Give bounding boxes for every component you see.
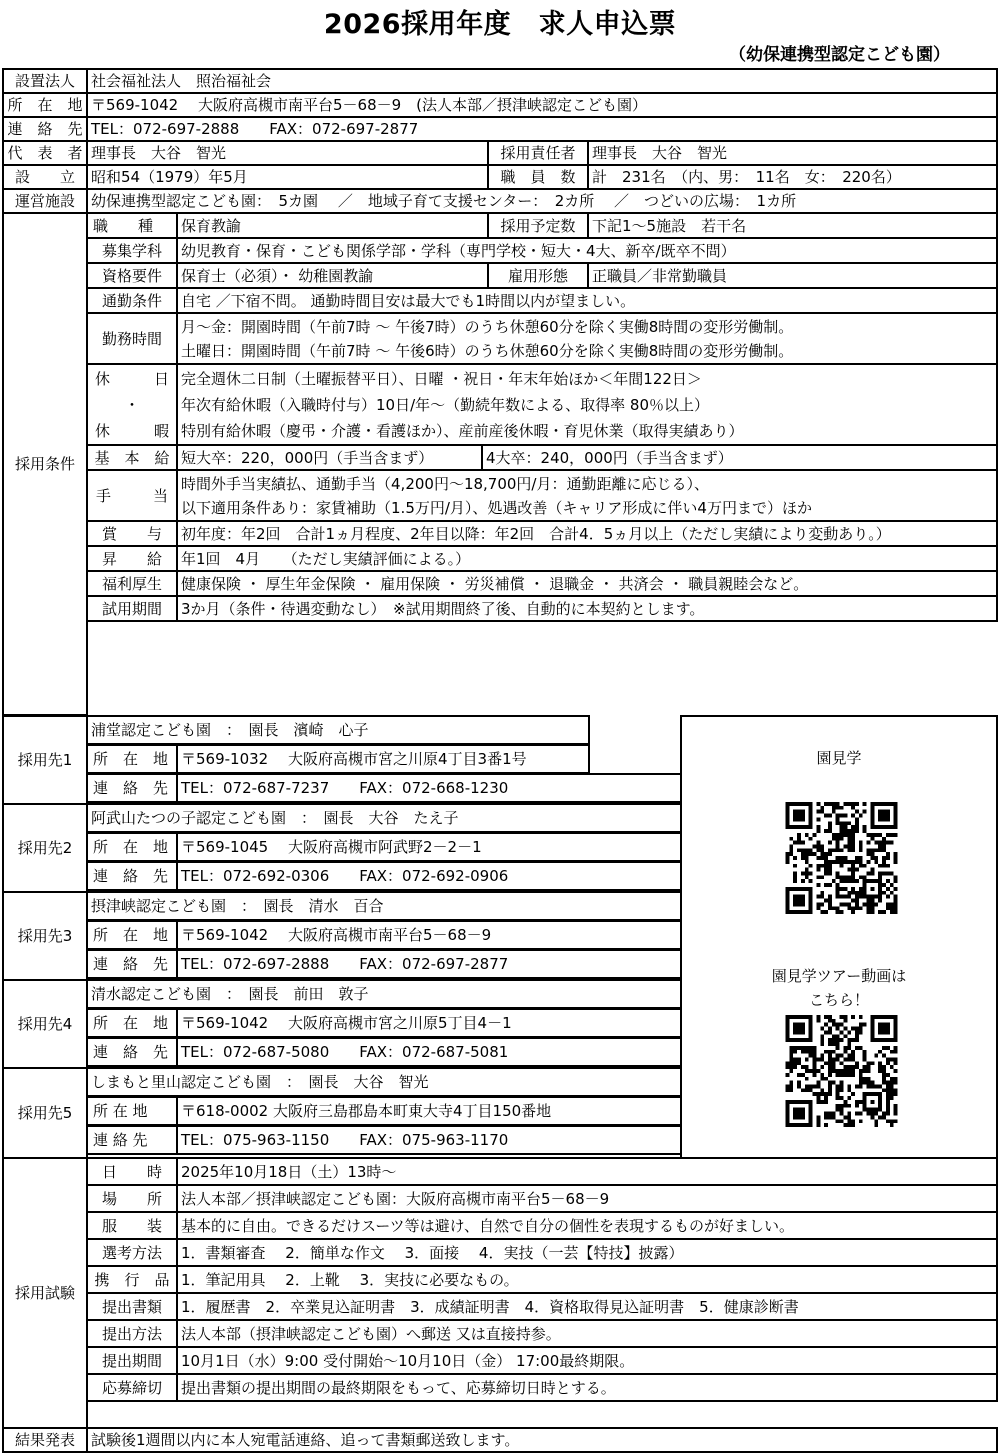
- raise-value: 年1回 4月 （ただし実績評価による。）: [176, 545, 998, 572]
- exam-submit-method-label: 提出方法: [86, 1319, 178, 1348]
- destination-address: 〒569-1032 大阪府高槻市宮之川原4丁目3番1号: [176, 744, 590, 774]
- job-value: 保育教諭: [176, 212, 489, 239]
- planned-value: 下記1～5施設 若干名: [587, 212, 998, 239]
- destination-contact-label: 連 絡 先: [86, 1125, 178, 1155]
- destination-contact: TEL：072-697-2888 FAX：072-697-2877: [176, 949, 682, 979]
- rep-label: 代 表 者: [2, 140, 88, 166]
- job-label: 職 種: [86, 212, 178, 239]
- bonus-value: 初年度：年2回 合計1ヵ月程度、2年目以降：年2回 合計4．5ヵ月以上（ただし実績により変動あり。）: [176, 520, 998, 547]
- hours-line-2: 土曜日：開園時間（午前7時 ～ 午後6時）のうち休憩60分を除く実働8時間の変形労働制。: [181, 341, 794, 360]
- exam-docs-value: 1．履歴書 2．卒業見込証明書 3．成績証明書 4．資格取得見込証明書 5．健康診断書: [176, 1292, 998, 1321]
- emp-type-value: 正職員／非常勤職員: [587, 262, 998, 289]
- destination-label: 採用先4: [2, 979, 88, 1069]
- holiday-label-1: 休: [95, 369, 111, 388]
- staff-value: 計 231名 （内、男： 11名 女： 220名）: [587, 164, 998, 190]
- staff-label: 職 員 数: [487, 164, 589, 190]
- exam-deadline-label: 応募締切: [86, 1373, 178, 1402]
- qr-panel: [680, 715, 998, 1159]
- est-label: 設 立: [2, 164, 88, 190]
- setting-value: 社会福祉法人 照治福祉会: [86, 68, 998, 94]
- exam-date-label: 日 時: [86, 1157, 178, 1186]
- holiday-label-4: 休: [95, 421, 111, 440]
- hours-label: 勤務時間: [86, 312, 178, 365]
- exam-items-label: 携 行 品: [86, 1265, 178, 1294]
- planned-label: 採用予定数: [487, 212, 589, 239]
- exam-method-value: 1．書類審査 2．簡単な作文 3．面接 4．実技（一芸【特技】披露）: [176, 1238, 998, 1267]
- destination-address-label: 所 在 地: [86, 920, 178, 950]
- result-label: 結果発表: [2, 1427, 88, 1453]
- bonus-label: 賞 与: [86, 520, 178, 547]
- dept-value: 幼児教育・保育・こども関係学部・学科（専門学校・短大・4大、新卒/既卒不問）: [176, 237, 998, 264]
- facilities-value: 幼保連携型認定こども園： 5カ園 ／ 地域子育て支援センター： 2カ所 ／ つどいの広場： 1カ所: [86, 188, 998, 214]
- destination-address: 〒569-1045 大阪府高槻市阿武野2－2－1: [176, 832, 682, 862]
- destination-contact-label: 連 絡 先: [86, 773, 178, 803]
- contact-value: TEL：072-697-2888 FAX：072-697-2877: [86, 116, 998, 142]
- exam-submit-method-value: 法人本部（摂津峡認定こども園）へ郵送 又は直接持参。: [176, 1319, 998, 1348]
- allowance-value: [176, 469, 998, 522]
- commute-value: 自宅 ／下宿不問。 通勤時間目安は最大でも1時間以内が望ましい。: [176, 287, 998, 314]
- destination-contact-label: 連 絡 先: [86, 861, 178, 891]
- destination-contact: TEL：072-692-0306 FAX：072-692-0906: [176, 861, 682, 891]
- commute-label: 通勤条件: [86, 287, 178, 314]
- allowance-label: [86, 469, 178, 522]
- emp-type-label: 雇用形態: [487, 262, 589, 289]
- qual-label: 資格要件: [86, 262, 178, 289]
- destination-address-label: 所 在 地: [86, 1008, 178, 1038]
- tour-line-2: こちら！: [808, 991, 869, 1009]
- destination-contact-label: 連 絡 先: [86, 949, 178, 979]
- holiday-line-1: 完全週休二日制（土曜振替平日）、日曜 ・祝日・年末年始ほか＜年間122日＞: [181, 369, 702, 388]
- allowance-line-2: 以下適用条件あり：家賃補助（1.5万円/月）、処遇改善（キャリア形成に伴い4万円まで）ほか: [181, 498, 812, 517]
- page-title: 2026採用年度 求人申込票: [323, 9, 677, 40]
- destination-address-label: 所 在 地: [86, 832, 178, 862]
- destination-name: 清水認定こども園 ： 園長 前田 敦子: [86, 979, 682, 1009]
- trial-value: 3か月（条件・待遇変動なし） ※試用期間終了後、自動的に本契約とします。: [176, 595, 998, 622]
- hours-line-1: 月～金：開園時間（午前7時 ～ 午後7時）のうち休憩60分を除く実働8時間の変形労働制。: [181, 317, 794, 336]
- setting-label: 設置法人: [2, 68, 88, 94]
- salary-label: 基 本 給: [86, 444, 178, 471]
- exam-section-label: 採用試験: [2, 1157, 88, 1429]
- rep-value: 理事長 大谷 智光: [86, 140, 489, 166]
- exam-period-label: 提出期間: [86, 1346, 178, 1375]
- address-value: 〒569-1042 大阪府高槻市南平台5－68－9 (法人本部／摂津峡認定こども園）: [86, 92, 998, 118]
- conditions-section-label: 採用条件: [2, 212, 88, 716]
- exam-method-label: 選考方法: [86, 1238, 178, 1267]
- destination-name: 浦堂認定こども園 ： 園長 濱崎 心子: [86, 715, 590, 745]
- destination-name: 摂津峡認定こども園 ： 園長 清水 百合: [86, 891, 682, 921]
- destination-label: 採用先5: [2, 1067, 88, 1159]
- recruit-resp-value: 理事長 大谷 智光: [587, 140, 998, 166]
- trial-label: 試用期間: [86, 595, 178, 622]
- welfare-label: 福利厚生: [86, 570, 178, 597]
- welfare-value: 健康保険 ・ 厚生年金保険 ・ 雇用保険 ・ 労災補償 ・ 退職金 ・ 共済会 ・ 職員親睦会など。: [176, 570, 998, 597]
- visit-qr-code-icon[interactable]: [779, 802, 904, 914]
- holiday-line-2: 年次有給休暇（入職時付与）10日/年～（勤続年数による、取得率 80％以上）: [181, 395, 709, 414]
- contact-label: 連 絡 先: [2, 116, 88, 142]
- exam-dress-label: 服 装: [86, 1211, 178, 1240]
- holiday-label-3: ・: [124, 395, 140, 414]
- holiday-line-3: 特別有給休暇（慶弔・介護・看護ほか）、産前産後休暇・育児休業（取得実績あり）: [181, 421, 744, 440]
- address-label: 所 在 地: [2, 92, 88, 118]
- holiday-label: [86, 363, 178, 446]
- facilities-label: 運営施設: [2, 188, 88, 214]
- destination-label: 採用先1: [2, 715, 88, 805]
- recruit-resp-label: 採用責任者: [487, 140, 589, 166]
- exam-dress-value: 基本的に自由。できるだけスーツ等は避け、自然で自分の個性を表現するものが好ましい。: [176, 1211, 998, 1240]
- exam-place-value: 法人本部／摂津峡認定こども園：大阪府高槻市南平台5－68－9: [176, 1184, 998, 1213]
- exam-period-value: 10月1日（水）9:00 受付開始～10月10日（金） 17:00最終期限。: [176, 1346, 998, 1375]
- destination-contact: TEL：072-687-5080 FAX：072-687-5081: [176, 1037, 682, 1067]
- holiday-label-5: 暇: [153, 421, 169, 440]
- destination-label: 採用先3: [2, 891, 88, 981]
- allowance-label-2: 当: [152, 486, 168, 505]
- destination-address: 〒569-1042 大阪府高槻市南平台5－68－9: [176, 920, 682, 950]
- destination-address: 〒618-0002 大阪府三島郡島本町東大寺4丁目150番地: [176, 1096, 682, 1126]
- est-value: 昭和54（1979）年5月: [86, 164, 489, 190]
- page-subtitle: （幼保連携型認定こども園）: [729, 45, 950, 65]
- destination-contact: TEL：075-963-1150 FAX：075-963-1170: [176, 1125, 682, 1155]
- exam-date-value: 2025年10月18日（土）13時～: [176, 1157, 998, 1186]
- tour-video-qr-code-icon[interactable]: [779, 1015, 904, 1127]
- destination-label: 採用先2: [2, 803, 88, 893]
- raise-label: 昇 給: [86, 545, 178, 572]
- allowance-line-1: 時間外手当実績払、通勤手当（4,200円～18,700円/月：通勤距離に応じる）、: [181, 474, 709, 493]
- destination-address-label: 所 在 地: [86, 1096, 178, 1126]
- destination-name: しまもと里山認定こども園 ： 園長 大谷 智光: [86, 1067, 682, 1097]
- allowance-label-1: 手: [96, 486, 112, 505]
- exam-docs-label: 提出書類: [86, 1292, 178, 1321]
- qual-value: 保育士（必須）・ 幼稚園教諭: [176, 262, 489, 289]
- destination-address-label: 所 在 地: [86, 744, 178, 774]
- destination-name: 阿武山たつの子認定こども園 ： 園長 大谷 たえ子: [86, 803, 682, 833]
- destination-contact: TEL：072-687-7237 FAX：072-668-1230: [176, 773, 682, 803]
- salary-value-1: 短大卒：220，000円（手当含まず）: [176, 444, 483, 471]
- tour-line-1: 園見学ツアー動画は: [771, 967, 907, 985]
- exam-deadline-value: 提出書類の提出期間の最終期限をもって、応募締切日時とする。: [176, 1373, 998, 1402]
- exam-place-label: 場 所: [86, 1184, 178, 1213]
- holiday-value: [176, 363, 998, 446]
- result-value: 試験後1週間以内に本人宛電話連絡、追って書類郵送致します。: [86, 1427, 998, 1453]
- destination-contact-label: 連 絡 先: [86, 1037, 178, 1067]
- destination-address: 〒569-1042 大阪府高槻市宮之川原5丁目4－1: [176, 1008, 682, 1038]
- dept-label: 募集学科: [86, 237, 178, 264]
- salary-value-2: 4大卒：240，000円（手当含まず）: [481, 444, 998, 471]
- exam-items-value: 1．筆記用具 2．上靴 3．実技に必要なもの。: [176, 1265, 998, 1294]
- holiday-label-2: 日: [153, 369, 169, 388]
- hours-value: [176, 312, 998, 365]
- visit-label: 園見学: [816, 749, 862, 767]
